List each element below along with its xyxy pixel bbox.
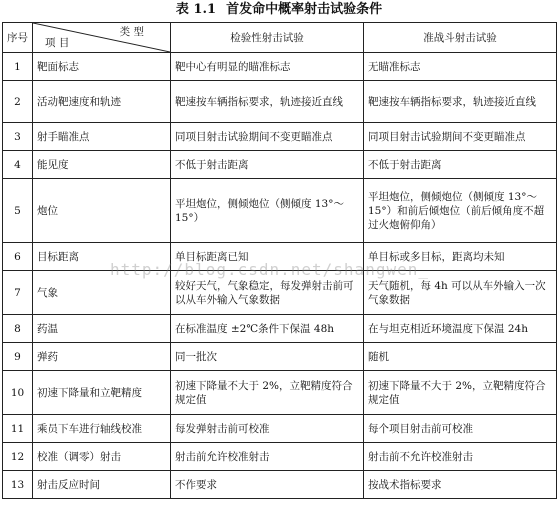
row-number: 11: [3, 415, 33, 443]
row-inspection-test: 不作要求: [171, 471, 364, 499]
table-row: [3, 179, 557, 243]
row-inspection-test: 靶中心有明显的瞄准标志: [171, 53, 364, 81]
row-inspection-test: 较好天气，气象稳定，每发弹射击前可以从车外输入气象数据: [171, 271, 364, 315]
table-row: [3, 243, 557, 271]
row-number: 8: [3, 315, 33, 343]
row-number: 6: [3, 243, 33, 271]
row-inspection-test: 同一批次: [171, 343, 364, 371]
row-inspection-test: 不低于射击距离: [171, 151, 364, 179]
table-row: [3, 53, 557, 81]
table-row: [3, 123, 557, 151]
table-row: [3, 471, 557, 499]
header-row: [3, 23, 557, 53]
row-combat-test: 同项目射击试验期间不变更瞄准点: [364, 123, 557, 151]
row-item: 目标距离: [33, 243, 171, 271]
row-item: 初速下降量和立靶精度: [33, 371, 171, 415]
row-inspection-test: 在标准温度 ±2℃条件下保温 48h: [171, 315, 364, 343]
watermark: http://blog.csdn.net/shangwen_: [110, 260, 429, 279]
row-number: 9: [3, 343, 33, 371]
row-item: 能见度: [33, 151, 171, 179]
row-combat-test: 单目标或多目标，距离均未知: [364, 243, 557, 271]
table-caption: [0, 0, 558, 20]
row-number: 12: [3, 443, 33, 471]
row-number: 10: [3, 371, 33, 415]
table-row: [3, 415, 557, 443]
caption-number: 表 1.1: [175, 2, 217, 17]
row-inspection-test: 射击前允许校准射击: [171, 443, 364, 471]
row-inspection-test: 单目标距离已知: [171, 243, 364, 271]
row-combat-test: 在与坦克相近环境温度下保温 24h: [364, 315, 557, 343]
row-item: 活动靶速度和轨迹: [33, 81, 171, 123]
caption-title: 首发命中概率射击试验条件: [226, 2, 383, 17]
table-row: [3, 443, 557, 471]
row-inspection-test: 每发弹射击前可校准: [171, 415, 364, 443]
row-number: 3: [3, 123, 33, 151]
row-number: 2: [3, 81, 33, 123]
row-item: 射击反应时间: [33, 471, 171, 499]
row-item: 靶面标志: [33, 53, 171, 81]
row-item: 校准（调零）射击: [33, 443, 171, 471]
table-row: [3, 151, 557, 179]
row-combat-test: 靶速按车辆指标要求，轨迹接近直线: [364, 81, 557, 123]
row-item: 弹药: [33, 343, 171, 371]
row-combat-test: 无瞄准标志: [364, 53, 557, 81]
table-row: [3, 81, 557, 123]
row-number: 4: [3, 151, 33, 179]
row-combat-test: 按战术指标要求: [364, 471, 557, 499]
row-item: 气象: [33, 271, 171, 315]
header-col-a: 检验性射击试验: [171, 23, 364, 53]
row-combat-test: 初速下降量不大于 2%，立靶精度符合规定值: [364, 371, 557, 415]
row-combat-test: 不低于射击距离: [364, 151, 557, 179]
header-col-b: 准战斗射击试验: [364, 23, 557, 53]
row-number: 13: [3, 471, 33, 499]
row-number: 1: [3, 53, 33, 81]
row-inspection-test: 同项目射击试验期间不变更瞄准点: [171, 123, 364, 151]
row-combat-test: 每个项目射击前可校准: [364, 415, 557, 443]
table-row: [3, 271, 557, 315]
row-combat-test: 平坦炮位，侧倾炮位（侧倾度 13°～15°）和前后倾炮位（前后倾角度不超过火炮俯仰角）: [364, 179, 557, 243]
row-number: 7: [3, 271, 33, 315]
table-row: [3, 343, 557, 371]
header-type-label: 类 型: [119, 26, 144, 38]
row-item: 炮位: [33, 179, 171, 243]
header-no: 序号: [3, 23, 33, 53]
table-row: [3, 315, 557, 343]
row-item: 射手瞄准点: [33, 123, 171, 151]
conditions-table: [2, 22, 557, 499]
row-number: 5: [3, 179, 33, 243]
row-inspection-test: 平坦炮位，侧倾炮位（侧倾度 13°～15°）: [171, 179, 364, 243]
row-combat-test: 天气随机，每 4h 可以从车外输入一次气象数据: [364, 271, 557, 315]
table-row: [3, 371, 557, 415]
header-diagonal-cell: [33, 23, 171, 53]
row-combat-test: 射击前不允许校准射击: [364, 443, 557, 471]
table-body: [3, 53, 557, 499]
row-inspection-test: 靶速按车辆指标要求，轨迹接近直线: [171, 81, 364, 123]
row-item: 药温: [33, 315, 171, 343]
row-item: 乘员下车进行轴线校准: [33, 415, 171, 443]
header-item-label: 项 目: [45, 37, 70, 49]
row-inspection-test: 初速下降量不大于 2%，立靶精度符合规定值: [171, 371, 364, 415]
row-combat-test: 随机: [364, 343, 557, 371]
